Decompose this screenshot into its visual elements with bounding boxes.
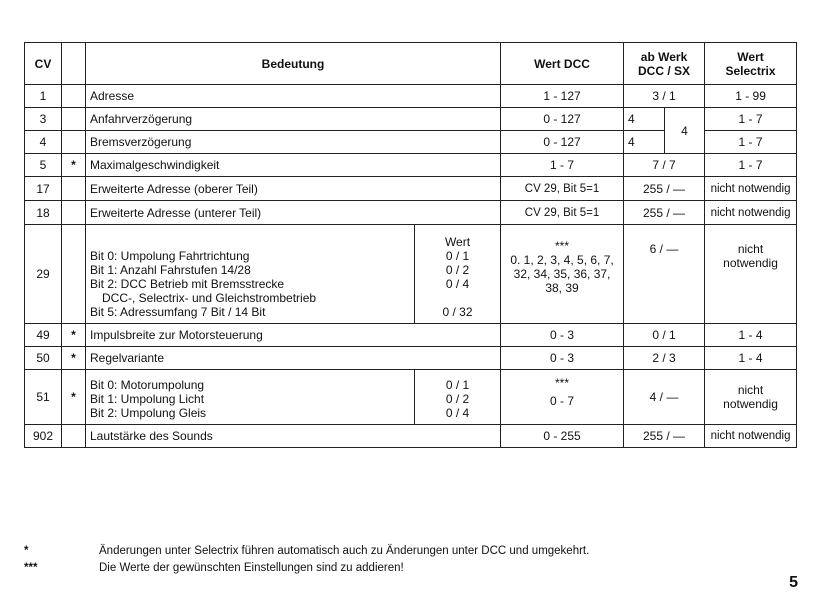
star-marker: * xyxy=(62,154,86,177)
wert-dcc-cell: 0 - 3 xyxy=(501,324,624,347)
bit-wert-label: Wert xyxy=(444,235,471,249)
dcc-line: 0. 1, 2, 3, 4, 5, 6, 7, xyxy=(510,253,614,267)
table-row xyxy=(25,324,797,347)
wert-selectrix-cell: nicht notwendig xyxy=(705,201,797,225)
cv-number: 18 xyxy=(25,201,62,225)
bit-wert: 0 / 4 xyxy=(445,406,470,420)
bedeutung-cell: Maximalgeschwindigkeit xyxy=(86,154,501,177)
table-row xyxy=(25,85,797,108)
header-ab-werk xyxy=(624,43,705,85)
dcc-line: *** xyxy=(555,376,570,390)
wert-dcc-cell: 0 - 3 xyxy=(501,347,624,370)
wert-dcc-cell xyxy=(501,370,624,425)
bedeutung-cell: Lautstärke des Sounds xyxy=(86,425,501,448)
bit-wert: 0 / 1 xyxy=(445,378,470,392)
wert-dcc-cell: 1 - 127 xyxy=(501,85,624,108)
wert-selectrix-cell: 1 - 7 xyxy=(705,108,797,131)
wert-selectrix-cell: nicht notwendig xyxy=(705,177,797,201)
wert-selectrix-cell xyxy=(705,370,797,425)
table-row xyxy=(25,154,797,177)
cv-number: 5 xyxy=(25,154,62,177)
star-marker: * xyxy=(62,370,86,425)
bedeutung-cell: Anfahrverzögerung xyxy=(86,108,501,131)
wert-dcc-cell: 1 - 7 xyxy=(501,154,624,177)
header-row xyxy=(25,43,797,85)
dcc-line: *** xyxy=(555,239,570,253)
bit-line: DCC-, Selectrix- und Gleichstrombetrieb xyxy=(102,291,317,305)
wert-dcc-cell: CV 29, Bit 5=1 xyxy=(501,177,624,201)
header-cv: CV xyxy=(25,43,62,85)
bit-line: Bit 1: Anzahl Fahrstufen 14/28 xyxy=(90,263,251,277)
wert-dcc-cell: 0 - 127 xyxy=(501,108,624,131)
header-wert-selectrix-line1: Wert xyxy=(737,49,764,64)
table-row xyxy=(25,347,797,370)
ab-werk-cell: 7 / 7 xyxy=(624,154,705,177)
table-row xyxy=(25,108,797,131)
bit-wert: 0 / 2 xyxy=(445,392,470,406)
table-row xyxy=(25,425,797,448)
footnote xyxy=(24,560,724,577)
wert-selectrix-cell: 1 - 4 xyxy=(705,347,797,370)
ab-werk-cell: 255 / — xyxy=(624,177,705,201)
header-star xyxy=(62,43,86,85)
wert-selectrix-cell xyxy=(705,225,797,324)
wert-selectrix-cell: 1 - 99 xyxy=(705,85,797,108)
footnote-symbol: *** xyxy=(24,562,38,574)
bedeutung-cell: Adresse xyxy=(86,85,501,108)
ab-werk-cell: 255 / — xyxy=(624,201,705,225)
footnote-symbol: * xyxy=(24,545,29,557)
bit-wert-cell xyxy=(415,225,501,324)
header-wert-selectrix xyxy=(705,43,797,85)
star-marker xyxy=(62,177,86,201)
dcc-line: 32, 34, 35, 36, 37, xyxy=(513,267,611,281)
header-ab-werk-line1: ab Werk xyxy=(640,49,688,64)
table-row xyxy=(25,177,797,201)
selectrix-line: notwendig xyxy=(723,256,778,270)
ab-werk-cell: 0 / 1 xyxy=(624,324,705,347)
table-row xyxy=(25,201,797,225)
wert-dcc-cell: 0 - 255 xyxy=(501,425,624,448)
table-row xyxy=(25,370,797,425)
bit-wert: 0 / 4 xyxy=(445,277,470,291)
footnotes xyxy=(24,543,724,577)
header-bedeutung: Bedeutung xyxy=(86,43,501,85)
header-wert-selectrix-line2: Selectrix xyxy=(725,63,776,78)
star-marker xyxy=(62,201,86,225)
star-marker xyxy=(62,225,86,324)
cv-number: 29 xyxy=(25,225,62,324)
selectrix-line: nicht xyxy=(737,242,764,256)
ab-werk-sx-cell: 4 xyxy=(665,108,705,154)
bit-wert-spacer xyxy=(419,291,496,305)
ab-werk-cell: 4 / — xyxy=(624,370,705,425)
table-row xyxy=(25,225,797,324)
bit-line: Bit 5: Adressumfang 7 Bit / 14 Bit xyxy=(90,305,266,319)
dcc-line: 38, 39 xyxy=(545,281,579,295)
footnote xyxy=(24,543,724,560)
cv-number: 1 xyxy=(25,85,62,108)
star-marker xyxy=(62,85,86,108)
cv-number: 51 xyxy=(25,370,62,425)
page-number: 5 xyxy=(789,574,798,591)
bit-wert: 0 / 32 xyxy=(442,305,473,319)
wert-dcc-cell xyxy=(501,225,624,324)
bit-wert-cell xyxy=(415,370,501,425)
wert-selectrix-cell: 1 - 4 xyxy=(705,324,797,347)
cv-number: 49 xyxy=(25,324,62,347)
star-marker xyxy=(62,108,86,131)
bit-wert: 0 / 2 xyxy=(445,263,470,277)
wert-dcc-cell: CV 29, Bit 5=1 xyxy=(501,201,624,225)
bedeutung-cell: Regelvariante xyxy=(86,347,501,370)
bedeutung-cell: Impulsbreite zur Motorsteuerung xyxy=(86,324,501,347)
header-ab-werk-line2: DCC / SX xyxy=(638,63,691,78)
ab-werk-cell: 3 / 1 xyxy=(624,85,705,108)
wert-dcc-cell: 0 - 127 xyxy=(501,131,624,154)
ab-werk-cell: 6 / — xyxy=(624,225,705,324)
ab-werk-dcc-cell: 4 xyxy=(624,108,665,131)
cv-number: 17 xyxy=(25,177,62,201)
bit-line: Bit 1: Umpolung Licht xyxy=(90,392,205,406)
bit-line: Bit 2: DCC Betrieb mit Bremsstrecke xyxy=(90,277,285,291)
ab-werk-cell: 2 / 3 xyxy=(624,347,705,370)
wert-selectrix-cell: 1 - 7 xyxy=(705,154,797,177)
bit-line: Bit 0: Umpolung Fahrtrichtung xyxy=(90,249,250,263)
cv-number: 3 xyxy=(25,108,62,131)
cv-number: 4 xyxy=(25,131,62,154)
ab-werk-dcc-cell: 4 xyxy=(624,131,665,154)
cv-number: 902 xyxy=(25,425,62,448)
bedeutung-cell: Bremsverzögerung xyxy=(86,131,501,154)
ab-werk-cell: 255 / — xyxy=(624,425,705,448)
star-marker xyxy=(62,425,86,448)
selectrix-line: notwendig xyxy=(723,397,778,411)
bit-wert: 0 / 1 xyxy=(445,249,470,263)
wert-selectrix-cell: nicht notwendig xyxy=(705,425,797,448)
footnote-text: Die Werte der gewünschten Einstellungen sind zu addieren! xyxy=(99,562,404,574)
header-wert-dcc: Wert DCC xyxy=(501,43,624,85)
bedeutung-cell: Erweiterte Adresse (oberer Teil) xyxy=(86,177,501,201)
footnote-text: Änderungen unter Selectrix führen automatisch auch zu Änderungen unter DCC und umgekehrt. xyxy=(99,545,590,557)
bedeutung-cell xyxy=(86,225,415,324)
star-marker: * xyxy=(62,324,86,347)
bedeutung-cell xyxy=(86,370,415,425)
bit-line: Bit 0: Motorumpolung xyxy=(90,378,205,392)
wert-selectrix-cell: 1 - 7 xyxy=(705,131,797,154)
selectrix-line: nicht xyxy=(737,383,764,397)
dcc-line: 0 - 7 xyxy=(550,394,575,408)
cv-table xyxy=(24,42,797,448)
bedeutung-cell: Erweiterte Adresse (unterer Teil) xyxy=(86,201,501,225)
bit-line: Bit 2: Umpolung Gleis xyxy=(90,406,207,420)
star-marker xyxy=(62,131,86,154)
cv-number: 50 xyxy=(25,347,62,370)
star-marker: * xyxy=(62,347,86,370)
